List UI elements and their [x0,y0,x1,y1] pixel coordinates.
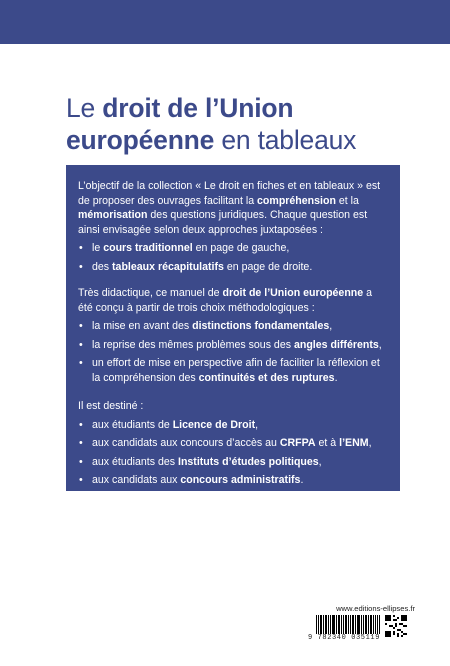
isbn-number: 9 782340 035119 [308,634,381,642]
list-item: • la reprise des mêmes problèmes sous des angles différents, [79,338,382,351]
method-paragraph: Très didactique, ce manuel de droit de l’Union européenne a été conçu à partir de trois choix méthodologiques : [78,287,372,314]
publisher-website[interactable]: www.editions-ellipses.fr [336,604,415,613]
list-item: • aux étudiants des Instituts d’études politiques, [79,455,322,468]
list-item: • aux candidats aux concours administratifs. [79,474,304,486]
list-item: • des tableaux récapitulatifs en page de droite. [79,260,313,273]
bullet-icon: • [79,455,83,468]
bullet-icon: • [79,437,83,449]
intro-bullet-list [78,241,388,274]
bullet-icon: • [79,260,83,273]
bullet-icon: • [79,338,83,351]
audience-intro: Il est destiné : [78,400,144,412]
method-bullet-list [78,319,388,385]
qr-code-icon [385,615,407,637]
barcode-icon [316,615,380,634]
intro-paragraph: L’objectif de la collection « Le droit en fiches et en tableaux » est de proposer des ouvrages facilitant la compréhension et la mémorisation des questions juridiques. Chaque question est ainsi envisagée selon deux approches juxtaposées : [78,180,381,236]
bullet-icon: • [79,474,83,486]
list-item: • un effort de mise en perspective afin de faciliter la réflexion et la compréhension des continuités et des ruptures. [79,357,380,384]
list-item: • le cours traditionnel en page de gauche, [79,242,290,254]
bullet-icon: • [79,357,83,369]
list-item: • aux candidats aux concours d’accès au CRFPA et à l’ENM, [79,437,372,449]
top-color-band [0,0,450,44]
list-item: • aux étudiants de Licence de Droit, [79,418,259,431]
list-item: • la mise en avant des distinctions fondamentales, [79,320,333,332]
bullet-icon: • [79,320,83,332]
description-panel [66,165,400,491]
book-title: Le droit de l’Union européenne en tableaux [66,93,357,155]
bullet-icon: • [79,418,83,431]
audience-bullet-list [78,418,388,488]
bullet-icon: • [79,242,83,254]
